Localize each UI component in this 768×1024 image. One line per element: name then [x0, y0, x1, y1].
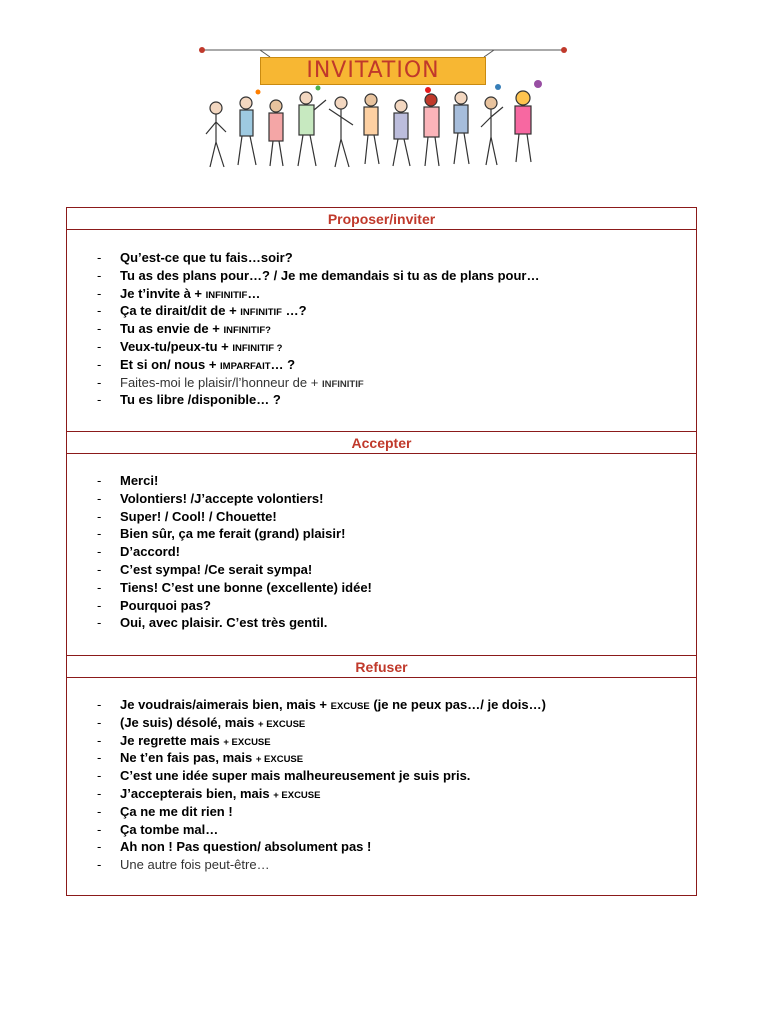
bullet-dash: - — [97, 321, 102, 337]
list-item — [67, 508, 696, 526]
list-item — [67, 838, 696, 856]
grammar-tag: INFINITIF — [205, 289, 248, 301]
expression-text — [120, 579, 372, 597]
expression-fragment: Une autre fois peut-être… — [120, 857, 270, 873]
expression-fragment: Ne t’en fais pas, mais — [120, 750, 256, 766]
list-item — [67, 374, 696, 392]
grammar-tag: INFINITIF ? — [232, 342, 283, 354]
list-item — [67, 785, 696, 803]
expression-fragment: …? — [281, 303, 307, 319]
grammar-tag: INFINITIF — [240, 307, 282, 319]
expression-fragment: Super! / Cool! / Chouette! — [120, 508, 277, 524]
list-item — [67, 320, 696, 338]
list-item — [67, 614, 696, 632]
expressions-table — [66, 207, 697, 896]
expression-fragment: Merci! — [120, 473, 159, 488]
grammar-tag: + EXCUSE — [258, 718, 306, 730]
expression-fragment: (je ne peux pas…/ je dois…) — [369, 697, 546, 712]
grammar-tag: + EXCUSE — [223, 736, 271, 748]
expression-fragment: Ça tombe mal… — [120, 821, 219, 837]
grammar-tag: + EXCUSE — [255, 754, 304, 766]
expression-text — [120, 249, 293, 267]
list-item — [67, 561, 696, 579]
grammar-tag: + EXCUSE — [273, 789, 321, 801]
bullet-dash: - — [97, 785, 102, 801]
section-header-proposer: Proposer/inviter — [67, 208, 696, 230]
list-item — [67, 391, 696, 409]
expression-text — [120, 490, 323, 508]
bullet-dash: - — [97, 821, 102, 837]
bullet-dash: - — [97, 561, 102, 577]
list-item — [67, 714, 696, 732]
expression-fragment: … ? — [270, 356, 296, 372]
bullet-dash: - — [97, 267, 102, 283]
bullet-dash: - — [97, 697, 102, 712]
bullet-dash: - — [97, 732, 102, 748]
expression-text — [120, 472, 158, 490]
expression-text — [120, 525, 345, 543]
bullet-dash: - — [97, 508, 102, 524]
expression-fragment: C’est sympa! /Ce serait sympa! — [120, 561, 313, 577]
section-header-accepter: Accepter — [67, 432, 696, 454]
bullet-dash: - — [97, 250, 102, 265]
grammar-tag: EXCUSE — [330, 701, 370, 712]
expression-text — [120, 856, 270, 874]
bullet-dash: - — [97, 768, 102, 784]
list-item — [67, 696, 696, 714]
list-item — [67, 285, 696, 303]
bullet-dash: - — [97, 356, 102, 372]
expression-text — [120, 267, 539, 285]
bullet-dash: - — [97, 473, 102, 488]
banner-title: INVITATION — [260, 57, 486, 85]
expression-fragment: Ça ne me dit rien ! — [120, 803, 233, 819]
list-item — [67, 249, 696, 267]
expression-fragment: Tu as des plans pour…? / Je me demandais si tu as de plans pour… — [120, 267, 540, 283]
expression-fragment: Tu es libre /disponible… ? — [120, 392, 281, 408]
expression-fragment: Je regrette mais — [120, 732, 224, 748]
expression-text — [120, 597, 211, 615]
bullet-dash: - — [97, 285, 102, 301]
list-item — [67, 732, 696, 750]
list-item — [67, 821, 696, 839]
expression-fragment: Pourquoi pas? — [120, 597, 211, 613]
list-item — [67, 525, 696, 543]
expression-fragment: Tiens! C’est une bonne (excellente) idée! — [120, 579, 372, 595]
expression-text — [120, 543, 180, 561]
expression-fragment: J’accepterais bien, mais — [120, 785, 274, 801]
expression-fragment: D’accord! — [120, 544, 180, 560]
expression-fragment: Ça te dirait/dit de + — [120, 303, 241, 319]
list-item — [67, 856, 696, 874]
expression-fragment: Volontiers! /J’accepte volontiers! — [120, 490, 324, 506]
bullet-dash: - — [97, 579, 102, 595]
proposer-list — [67, 249, 696, 409]
accepter-list — [67, 472, 696, 632]
bullet-dash: - — [97, 338, 102, 354]
list-item — [67, 597, 696, 615]
grammar-tag: INFINITIF? — [223, 325, 271, 337]
grammar-tag: INFINITIF — [321, 378, 364, 390]
expression-fragment: Qu’est-ce que tu fais…soir? — [120, 250, 293, 265]
list-item — [67, 767, 696, 785]
expression-fragment: Oui, avec plaisir. C’est très gentil. — [120, 615, 328, 631]
bullet-dash: - — [97, 803, 102, 819]
bullet-dash: - — [97, 839, 102, 855]
bullet-dash: - — [97, 597, 102, 613]
list-item — [67, 356, 696, 374]
bullet-dash: - — [97, 857, 102, 873]
bullet-dash: - — [97, 526, 102, 542]
expression-text — [120, 767, 470, 785]
list-item — [67, 267, 696, 285]
expression-text — [120, 821, 218, 839]
expression-fragment: Veux-tu/peux-tu + — [120, 338, 233, 354]
expression-text — [120, 803, 233, 821]
bullet-dash: - — [97, 714, 102, 730]
bullet-dash: - — [97, 392, 102, 408]
refuser-list — [67, 696, 696, 874]
list-item — [67, 472, 696, 490]
list-item — [67, 749, 696, 767]
expression-text — [120, 561, 312, 579]
list-item — [67, 803, 696, 821]
expression-fragment: Ah non ! Pas question/ absolument pas ! — [120, 839, 372, 855]
expression-text — [120, 614, 327, 632]
bullet-dash: - — [97, 544, 102, 560]
expression-text — [120, 508, 277, 526]
expression-fragment: Faites-moi le plaisir/l’honneur de + — [120, 374, 322, 390]
expression-fragment: Et si on/ nous + — [120, 356, 221, 372]
bullet-dash: - — [97, 750, 102, 766]
expression-text — [120, 838, 371, 856]
list-item — [67, 579, 696, 597]
bullet-dash: - — [97, 303, 102, 319]
expression-fragment: Bien sûr, ça me ferait (grand) plaisir! — [120, 526, 346, 542]
list-item — [67, 338, 696, 356]
bullet-dash: - — [97, 374, 102, 390]
expression-fragment: Tu as envie de + — [120, 321, 224, 337]
section-header-refuser: Refuser — [67, 656, 696, 678]
expression-fragment: C’est une idée super mais malheureusement je suis pris. — [120, 768, 471, 784]
list-item — [67, 490, 696, 508]
grammar-tag: IMPARFAIT — [220, 360, 271, 372]
invitation-banner — [198, 42, 568, 177]
expression-fragment: … — [247, 285, 261, 301]
list-item — [67, 302, 696, 320]
bullet-dash: - — [97, 490, 102, 506]
expression-text — [120, 391, 281, 409]
expression-fragment: (Je suis) désolé, mais — [120, 714, 259, 730]
list-item — [67, 543, 696, 561]
bullet-dash: - — [97, 615, 102, 631]
expression-fragment: Je t’invite à + — [120, 285, 206, 301]
expression-fragment: Je voudrais/aimerais bien, mais + — [120, 697, 331, 712]
